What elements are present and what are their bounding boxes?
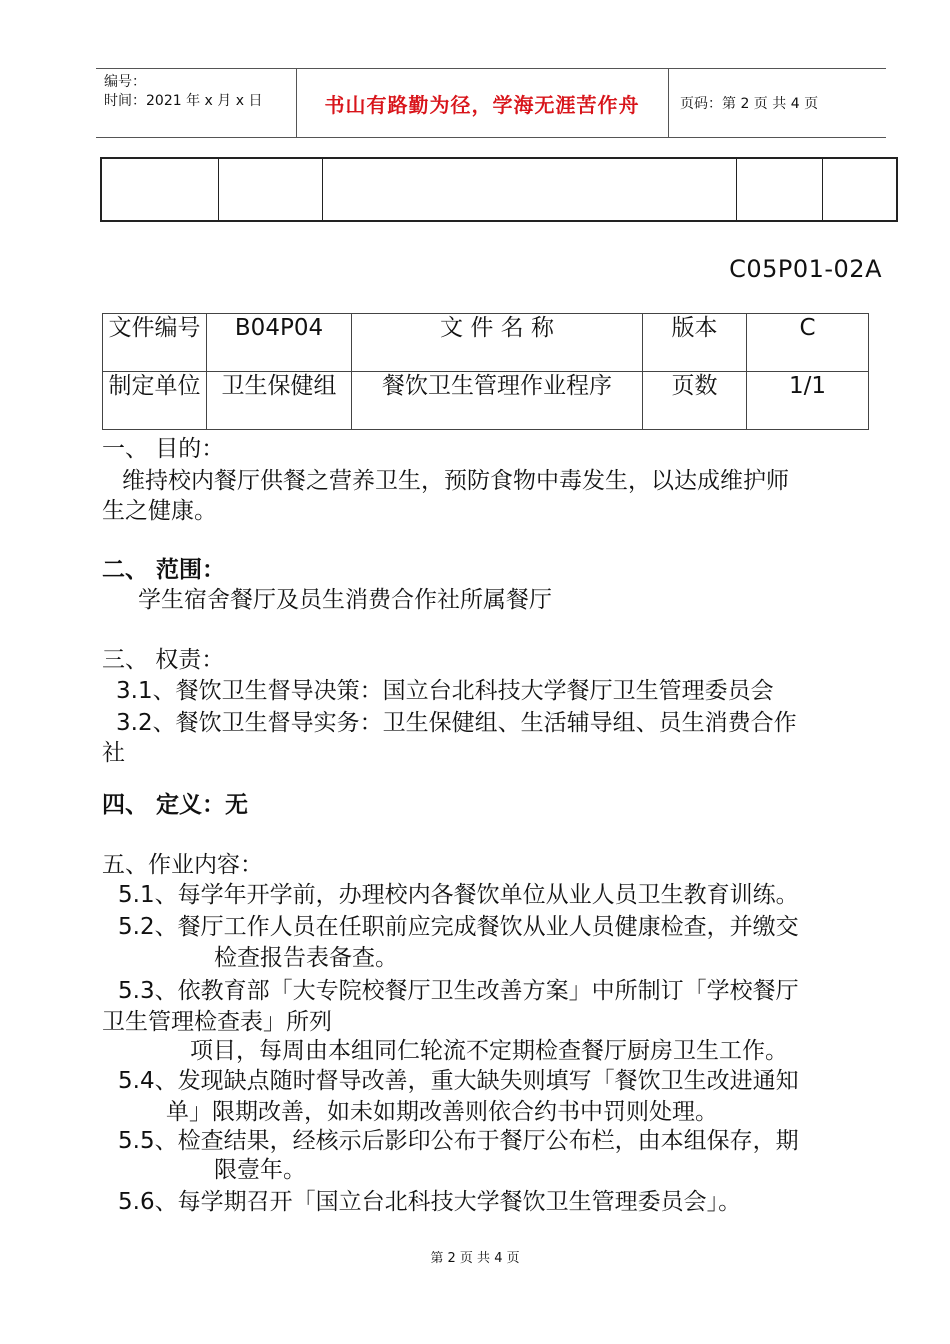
table-cell: 页数	[643, 372, 747, 430]
page-footer: 第 2 页 共 4 页	[430, 1251, 520, 1266]
document-info-table	[102, 313, 869, 430]
table-divider	[736, 159, 737, 220]
paragraph-line: 社	[102, 740, 125, 766]
blank-table	[100, 157, 898, 222]
table-cell: 1/1	[747, 372, 869, 430]
section-heading: 三、 权责：	[102, 647, 225, 673]
doc-code: C05P01-02A	[729, 255, 882, 283]
table-cell: 卫生保健组	[207, 372, 352, 430]
paragraph-line: 5.2、餐厅工作人员在任职前应完成餐饮从业人员健康检查，并缴交	[118, 914, 799, 940]
header-divider	[668, 69, 669, 137]
table-cell: C	[747, 314, 869, 372]
paragraph-line: 检查报告表备查。	[214, 945, 398, 971]
table-divider	[822, 159, 823, 220]
table-row	[103, 372, 869, 430]
table-divider	[322, 159, 323, 220]
paragraph-line: 项目，每周由本组同仁轮流不定期检查餐厅厨房卫生工作。	[190, 1038, 788, 1064]
paragraph-line: 5.6、每学期召开「国立台北科技大学餐饮卫生管理委员会」。	[118, 1189, 742, 1215]
paragraph-line: 卫生管理检查表」所列	[102, 1009, 332, 1035]
table-cell: 文件编号	[103, 314, 207, 372]
paragraph-line: 学生宿舍餐厅及员生消费合作社所属餐厅	[138, 587, 552, 613]
page-header	[96, 68, 886, 138]
paragraph-line: 5.5、检查结果，经核示后影印公布于餐厅公布栏，由本组保存，期	[118, 1128, 799, 1154]
section-heading: 一、 目的：	[102, 436, 225, 462]
paragraph-line: 5.4、发现缺点随时督导改善，重大缺失则填写「餐饮卫生改进通知	[118, 1068, 799, 1094]
paragraph-line: 3.2、餐饮卫生督导实务：卫生保健组、生活辅导组、员生消费合作	[116, 710, 797, 736]
paragraph-line: 生之健康。	[102, 498, 217, 524]
table-divider	[218, 159, 219, 220]
paragraph-line: 5.3、依教育部「大专院校餐厅卫生改善方案」中所制订「学校餐厅	[118, 978, 799, 1004]
table-cell: B04P04	[207, 314, 352, 372]
paragraph-line: 5.1、每学年开学前，办理校内各餐饮单位从业人员卫生教育训练。	[118, 882, 799, 908]
section-heading: 五、作业内容：	[102, 852, 263, 878]
table-cell: 版本	[643, 314, 747, 372]
table-cell: 餐饮卫生管理作业程序	[352, 372, 643, 430]
header-motto: 书山有路勤为径，学海无涯苦作舟	[324, 92, 640, 117]
paragraph-line: 限壹年。	[214, 1157, 306, 1183]
section-heading: 二、 范围：	[102, 557, 226, 583]
table-cell: 制定单位	[103, 372, 207, 430]
table-cell: 文 件 名 称	[352, 314, 643, 372]
paragraph-line: 3.1、餐饮卫生督导决策：国立台北科技大学餐厅卫生管理委员会	[116, 678, 774, 704]
paragraph-line: 维持校内餐厅供餐之营养卫生，预防食物中毒发生，以达成维护师	[122, 468, 789, 494]
section-heading: 四、 定义：无	[102, 792, 249, 818]
header-meta	[104, 73, 262, 111]
paragraph-line: 单」限期改善，如未如期改善则依合约书中罚则处理。	[166, 1099, 718, 1125]
table-row	[103, 314, 869, 372]
time-label: 时间：2021 年 x 月 x 日	[104, 93, 263, 109]
header-page-info: 页码：第 2 页 共 4 页	[680, 96, 819, 112]
serial-label: 编号：	[104, 74, 146, 90]
